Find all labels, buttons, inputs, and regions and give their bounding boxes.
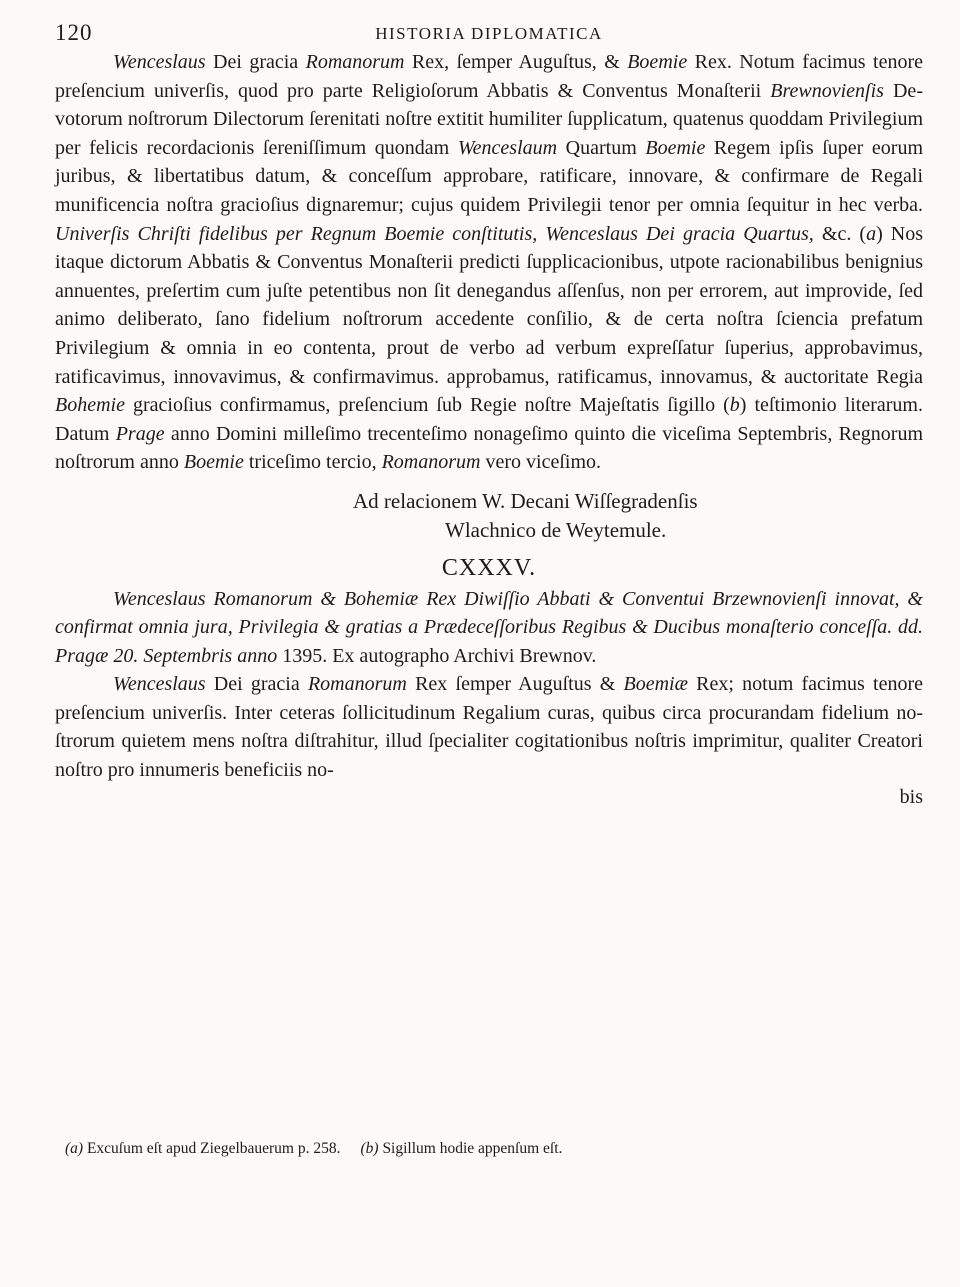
text-segment: Univerſis Chriſti fidelibus per Regnum Boemie conſtitutis, Wenceslaus Dei gracia Quartus, [55, 222, 814, 245]
summary-source: 1395. Ex autographo Archivi Brewnov. [277, 644, 597, 667]
page-header [55, 14, 923, 48]
text-segment: Wenceslaus [113, 51, 206, 73]
footnote-text: Sigillum hodie appenſum eſt. [378, 1140, 563, 1157]
text-segment: ) Nos itaque dictorum Abbatis & Conventus Monaſterii predicti ſupplicacionibus, utpote racionabilibus benignius annuentes, preſertim cum juſte petentibus non ſit denegandus aſſenſus, non per errorem, aut improvide, ſed animo deliberato, ſano fidelium noſtrorum accedente conſilio, & de certa noſtra ſciencia prefatum Privilegium & omnia in eo contenta, prout de verbo ad verbum expreſſatur ſuperius, approbavimus, ratificavimus, innovavimus, & confirmavimus. approbamus, ratificamus, innovamus, & auctoritate Regia [55, 222, 924, 388]
charter-text-2 [55, 670, 923, 784]
summary-italic: Wenceslaus Romanorum & Bohemiæ Rex Diwiſſio Abbati & Conventui Brzewnovienſi innovat, & confirmat omnia jura, Privilegia & gratias a Prædeceſſoribus Regibus & Ducibus monaſterio conceſſa. dd. Pragæ 20. Septembris anno [55, 587, 923, 667]
text-segment: Wenceslaus [113, 673, 206, 696]
document-summary [55, 585, 923, 671]
text-segment: Boemiæ [623, 673, 688, 696]
text-segment: triceſimo tercio, [243, 451, 382, 474]
text-segment: Regem ipſis ſuper eorum juribus, & libertatibus datum, & conceſſum approbare, ratificare, innovare, & confirmare de Regali munificencia noſtra gracioſius dignaremur; cujus quidem Privilegii tenor per omnia ſequitur in hec verba. [55, 136, 923, 216]
text-segment: Boemie [183, 451, 244, 474]
footnote-text: Excuſum eſt apud Ziegelbauerum p. 258. [83, 1140, 341, 1157]
catchword: bis [899, 785, 923, 808]
text-segment: Devotorum noſtrorum Dilectorum ſerenitati noſtre extitit humiliter ſupplicatum, quatenus quoddam Privilegium per felicis recordacionis ſereniſſimum quondam [55, 79, 923, 159]
footnote-marker: (b) [360, 1140, 379, 1157]
text-segment: anno Domini milleſimo trecenteſimo nonageſimo quinto die viceſima Septembris, Regnorum noſtrorum anno [55, 422, 924, 474]
running-title: HISTORIA DIPLOMATICA [375, 24, 603, 43]
text-segment: Prage [115, 422, 165, 445]
text-segment: Rex ſemper Auguſtus & [406, 673, 624, 696]
text-segment: Rex. Notum facimus tenore preſencium univerſis, quod pro parte Religioſorum Abbatis & Conventus Monaſterii [55, 51, 923, 102]
document-number: CXXXV. [441, 554, 537, 581]
footnote-ref-b: b [729, 394, 740, 417]
text-segment: Dei gracia [205, 51, 306, 73]
text-segment: Rex; notum facimus tenore preſencium univerſis. Inter ceteras ſollicitudinum Regalium curas, quibus circa procurandam fidelium noſtrorum quietem mens noſtra diſtrahitur, illud ſpecialiter cogitationibus noſtris imprimitur, qualiter Creatori noſtro pro innumeris beneficiis no- [55, 673, 923, 782]
text-segment: Wenceslaum [457, 136, 558, 159]
footnote-marker: (a) [65, 1140, 84, 1157]
page-number: 120 [55, 20, 93, 45]
text-segment: vero viceſimo. [480, 451, 602, 474]
charter-text [55, 48, 923, 477]
text-segment: Boemie [645, 136, 706, 159]
text-segment: Romanorum [381, 451, 481, 474]
signature-line: Ad relacionem W. Decani Wiſſegradenſis [353, 488, 698, 513]
signature-line: Wlachnico de Weytemule. [445, 517, 667, 542]
text-segment: Quartum [557, 136, 646, 159]
text-segment: gracioſius confirmamus, preſencium ſub Regie noſtre Majeſtatis ſigillo ( [124, 394, 730, 417]
document-page [55, 14, 923, 1274]
footnote-ref-a: a [866, 222, 877, 245]
text-segment: ) teſtimonio literarum. Datum [55, 394, 923, 445]
text-segment: &c. ( [813, 222, 867, 245]
footnote-a [65, 1140, 340, 1157]
text-segment: Bohemie [55, 394, 125, 417]
text-segment: Dei gracia [205, 673, 308, 696]
text-segment: Romanorum [307, 673, 407, 696]
footnote-b [360, 1140, 562, 1157]
signature-block [55, 487, 923, 545]
text-segment: Rex, ſemper Auguſtus, & [404, 51, 628, 73]
text-segment: Brewnovienſis [770, 79, 884, 102]
text-segment: Romanorum [305, 51, 405, 73]
text-segment: Boemie [627, 51, 688, 73]
footnotes [65, 1138, 923, 1160]
